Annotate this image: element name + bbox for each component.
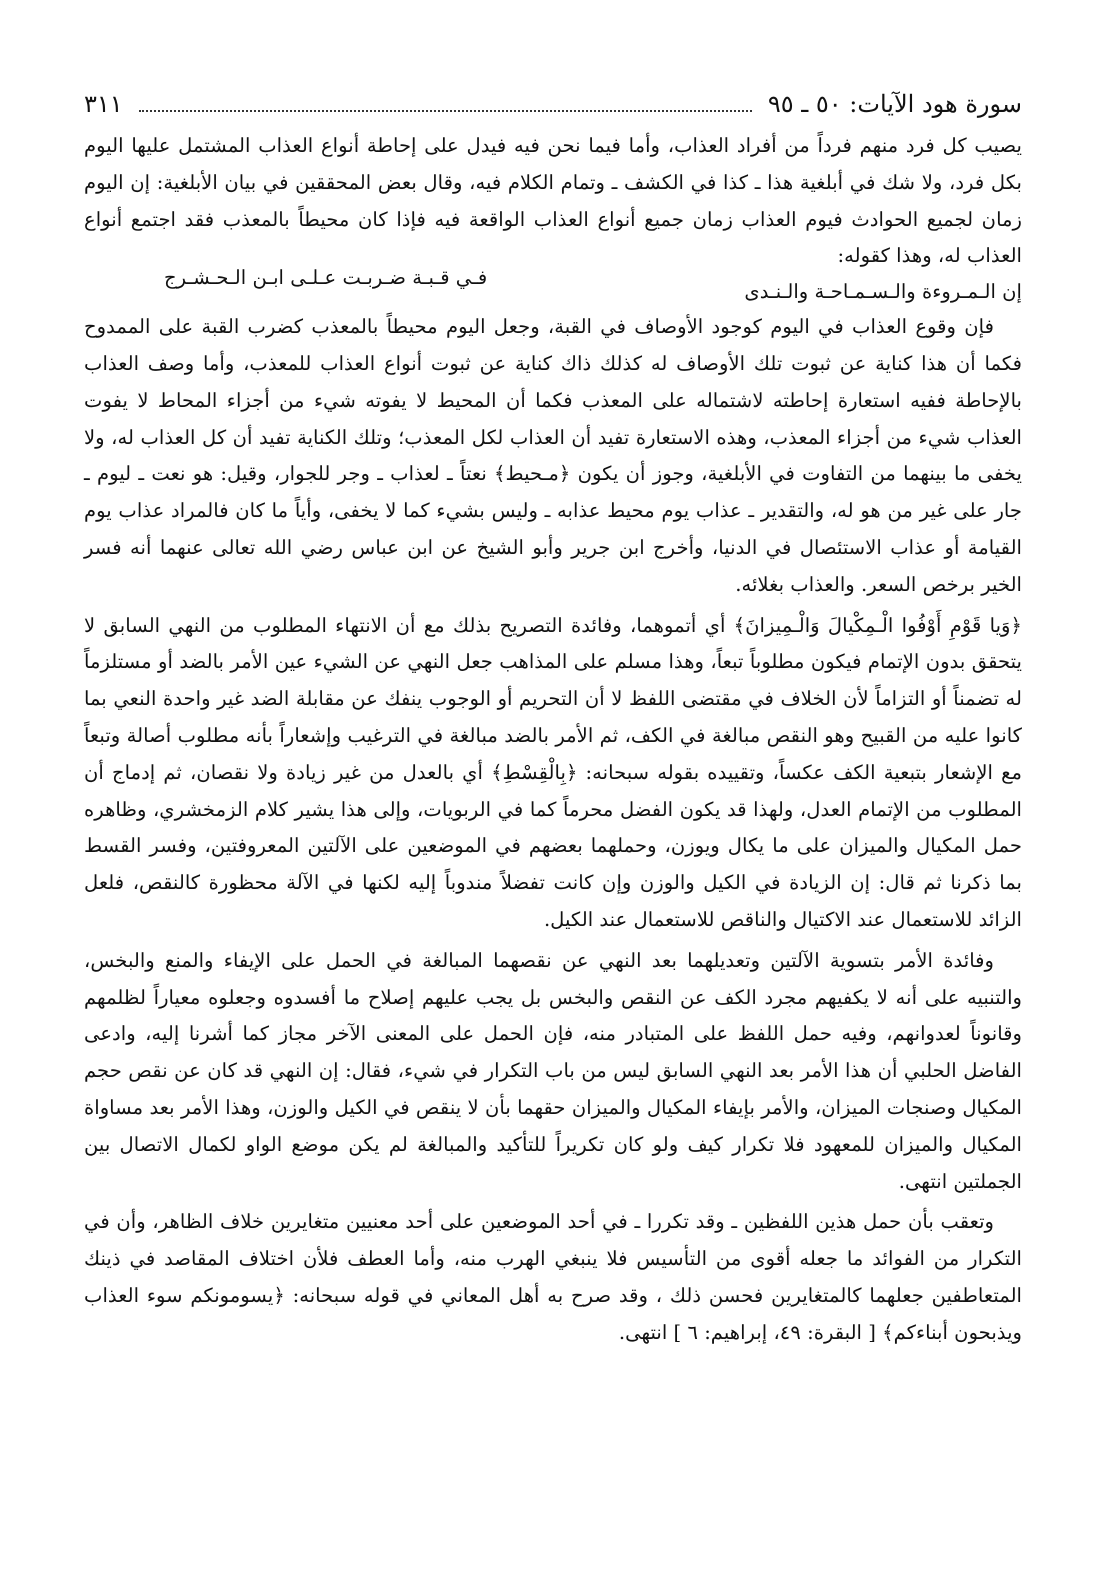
verse-first-hemistich: إن الـمـروءة والـسـمـاحـة والـنـدى [744,280,1022,304]
leader-dots [139,96,752,112]
paragraph: يصيب كل فرد منهم فرداً من أفراد العذاب، وأما فيما نحن فيه فيدل على إحاطة أنواع العذاب المشتمل عليها اليوم بكل فرد، ولا شك في أبلغية هذا ـ كذا في الكشف ـ وتمام الكلام فيه، وقال بعض المحققين في بيان الأبلغية: إن اليوم زمان لجميع الحوادث فيوم العذاب زمان جميع أنواع العذاب الواقعة فيه فإذا كان محيطاً بالمعذب فقد اجتمع أنواع العذاب له، وهذا كقوله: [84,134,1023,268]
running-head [84,84,1022,124]
paragraph: ﴿وَيا قَوْمِ أَوْفُوا الْـمِكْيالَ وَالْـمِيزانَ﴾ أي أتموهما، وفائدة التصريح بذلك مع أن الانتهاء المطلوب من النهي السابق لا يتحقق بدون الإتمام فيكون مطلوباً تبعاً، وهذا مسلم على المذاهب جعل النهي عن الشيء عين الأمر بالضد أو مستلزماً له تضمناً أو التزاماً لأن الخلاف في مقتضى اللفظ لا أن التحريم أو الوجوب ينفك عن مقابلة الضد غير واحدة النعي بما كانوا عليه من القبيح وهو النقص مبالغة في الكف، ثم الأمر بالضد مبالغة في الترغيب وإشعاراً بأنه مطلوب أصالة وتبعاً مع الإشعار بتبعية الكف عكساً، وتقييده بقوله سبحانه: ﴿بِالْقِسْطِ﴾ أي بالعدل من غير زيادة ولا نقصان، ثم إدماج أن المطلوب من الإتمام العدل، ولهذا قد يكون الفضل محرماً كما في الربويات، وإلى هذا يشير كلام الزمخشري، وظاهره حمل المكيال والميزان على ما يكال ويوزن، وحملهما بعضهم في الموضعين على الآلتين المعروفتين، وفسر القسط بما ذكرنا ثم قال: إن الزيادة في الكيل والوزن وإن كانت تفضلاً مندوباً إليه لكنها في الآلة محظورة كالنقص، فلعل الزائد للاستعمال عند الاكتيال والناقص للاستعمال عند الكيل. [84,613,1022,931]
paragraph: وفائدة الأمر بتسوية الآلتين وتعديلهما بعد النهي عن نقصهما المبالغة في الحمل على الإيفاء والمنع والبخس، والتنبيه على أنه لا يكفيهم مجرد الكف عن النقص والبخس بل يجب عليهم إصلاح ما أفسدوه وجعلوه معياراً لظلمهم وقانوناً لعدوانهم، وفيه حمل اللفظ على المتبادر منه، فإن الحمل على المعنى الآخر مجاز كما أشرنا إليه، وادعى الفاضل الحلبي أن هذا الأمر بعد النهي السابق ليس من باب التكرار في شيء، فقال: إن النهي قد كان عن نقص حجم المكيال وصنجات الميزان، والأمر بإيفاء المكيال والميزان حقهما بأن لا ينقص في الكيل والوزن، وهذا الأمر بعد مساواة المكيال والميزان للمعهود فلا تكرار كيف ولو كان تكريراً للتأكيد والمبالغة لم يكن موضع الواو لكمال الاتصال بين الجملتين انتهى. [84,948,1022,1193]
body-text [84,128,1022,1352]
paragraph: فإن وقوع العذاب في اليوم كوجود الأوصاف في القبة، وجعل اليوم محيطاً بالمعذب كضرب القبة على الممدوح فكما أن هذا كناية عن ثبوت تلك الأوصاف له كذلك ذاك كناية عن ثبوت أنواع العذاب للمعذب، وأما وصف العذاب بالإحاطة ففيه استعارة إحاطته لاشتماله على المعذب فكما أن المحيط لا يفوته شيء من أجزاء المحاط لا يفوت العذاب شيء من أجزاء المعذب، وهذه الاستعارة تفيد أن العذاب لكل المعذب؛ وتلك الكناية تفيد أن كل العذاب له، ولا يخفى ما بينهما من التفاوت في الأبلغية، وجوز أن يكون ﴿مـحيط﴾ نعتاً ـ لعذاب ـ وجر للجوار، وقيل: هو نعت ـ ليوم ـ جار على غير من هو له، والتقدير ـ عذاب يوم محيط عذابه ـ وليس بشيء كما لا يخفى، وأياً ما كان فالمراد عذاب يوم القيامة أو عذاب الاستئصال في الدنيا، وأخرج ابن جرير وأبو الشيخ عن ابن عباس رضي الله تعالى عنهما أنه فسر الخير برخص السعر. والعذاب بغلائه. [84,315,1022,596]
paragraph: وتعقب بأن حمل هذين اللفظين ـ وقد تكررا ـ في أحد الموضعين على أحد معنيين متغايرين خلاف الظاهر، وأن في التكرار من الفوائد ما جعله أقوى من التأسيس فلا ينبغي الهرب منه، وأما العطف فلأن اختلاف المقاصد في ذينك المتعاطفين جعلهما كالمتغايرين فحسن ذلك ، وقد صرح به أهل المعاني في قوله سبحانه: ﴿يسومونكم سوء العذاب ويذبحون أبناءكم﴾ [ البقرة: ٤٩، إبراهيم: ٦ ] انتهى. [84,1210,1022,1344]
poetry-verse [84,266,1022,309]
verse-second-hemistich: فـي قـبـة ضـربـت عـلـى ابـن الـحـشـرج [164,266,488,290]
chapter-title: سورة هود الآيات: ٥٠ ـ ٩٥ [767,90,1022,118]
page-number: ٣١١ [84,90,123,118]
